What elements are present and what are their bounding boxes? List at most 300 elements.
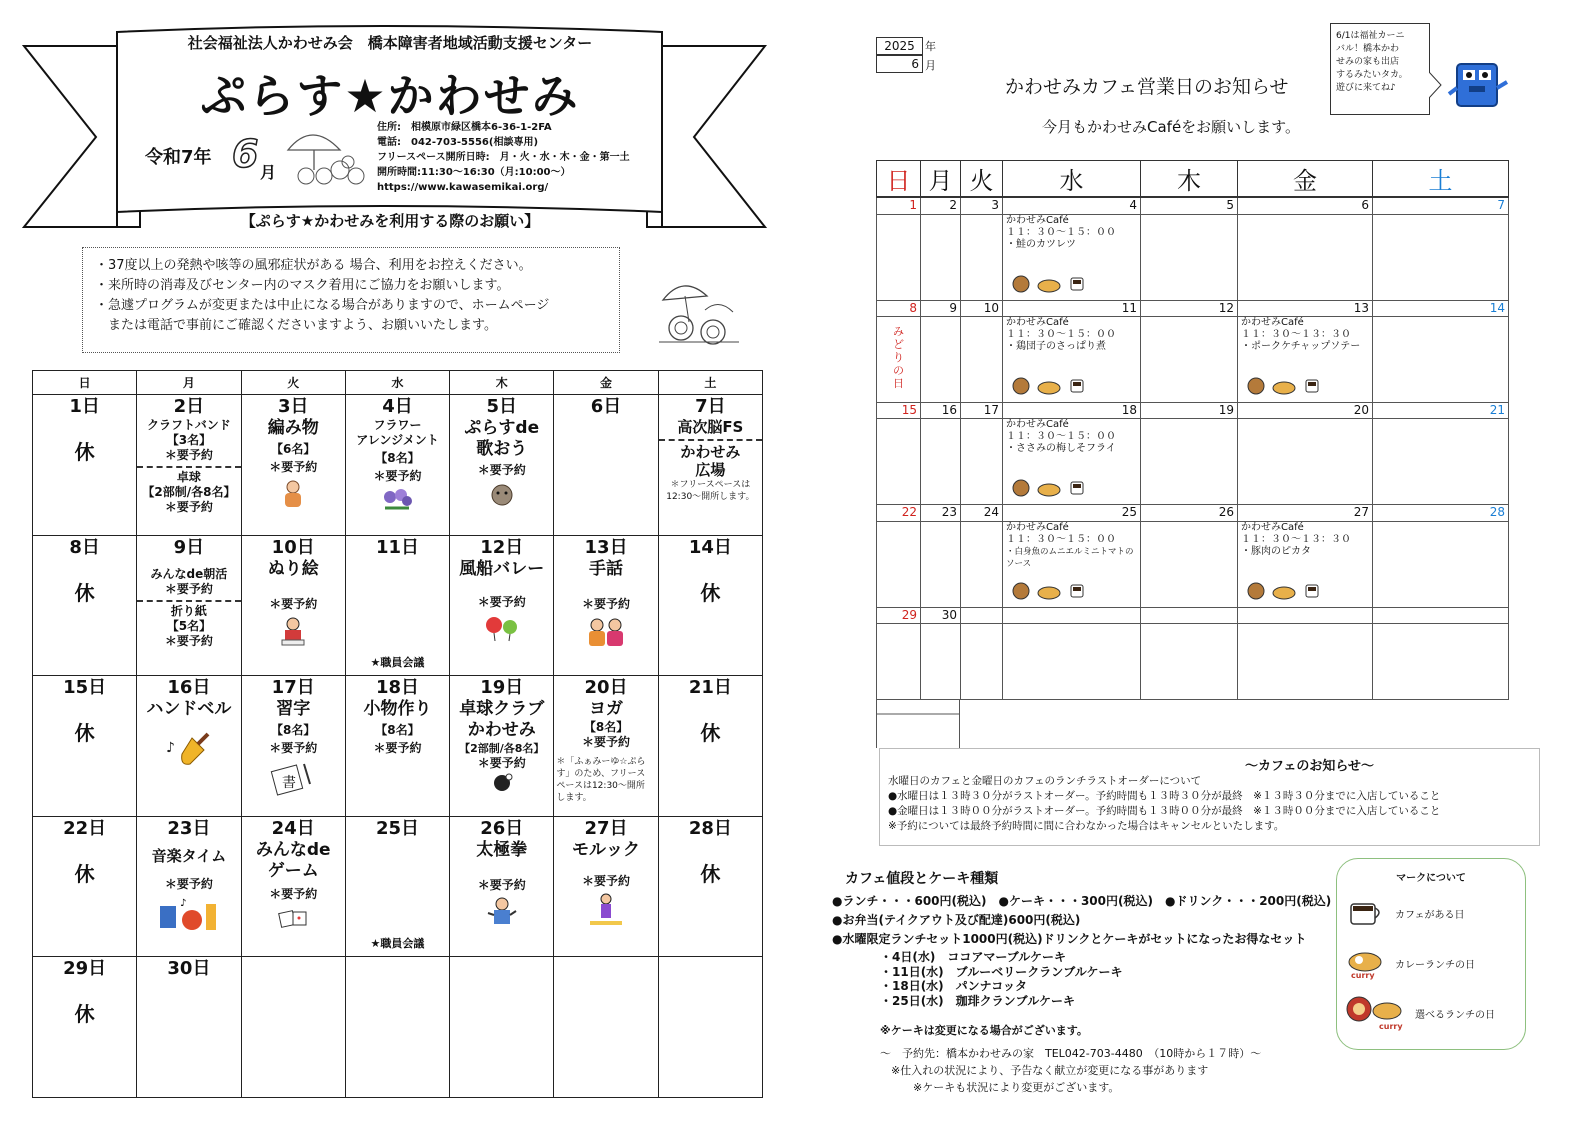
day-number: 30日 <box>167 958 211 979</box>
info-url[interactable]: https://www.kawasemikai.org/ <box>377 182 549 193</box>
reservation-required: ＊要予約 <box>477 463 526 477</box>
day-cell-11 <box>345 535 449 676</box>
event-name: 歌おう <box>476 439 528 459</box>
event-name: 音楽タイム <box>151 846 227 865</box>
week-row <box>33 395 763 536</box>
choice-curry-coffee-icons <box>1244 581 1334 601</box>
month-suffix: 月 <box>260 163 277 182</box>
day-number: 17日 <box>271 677 315 698</box>
empty-cell <box>877 623 921 699</box>
header-mon: 月 <box>137 371 241 395</box>
cafe-hours: １１：３０～１３：３０ <box>1241 328 1351 340</box>
date-21: 21 <box>1373 403 1509 419</box>
choice-curry-coffee-icons <box>1009 376 1099 396</box>
day-cell-3 <box>241 395 345 536</box>
header-sun: 日 <box>877 161 921 198</box>
svg-text:書: 書 <box>282 775 297 791</box>
date-row <box>877 505 1509 521</box>
notice-line: ・急遽プログラムが変更または中止になる場合がありますので、ホームページ <box>95 298 550 313</box>
empty-cell <box>1141 316 1238 402</box>
mark-label: カレーランチの日 <box>1395 959 1475 971</box>
event-name: かわせみ <box>680 443 741 461</box>
cafe-notice-line: ●水曜日は１３時３０分がラストオーダー。予約時間も１３時３０分が最終 ※１３時３０分までに入店していること <box>888 790 1441 802</box>
event-name: ゲーム <box>267 860 319 881</box>
date-9: 9 <box>921 300 961 316</box>
info-address: 住所: 相模原市緑区橋本6-36-1-2FA <box>377 122 552 133</box>
cake-note: ※ケーキは変更になる場合がございます。 <box>880 1024 1088 1037</box>
cafe-menu: ・ポークケチャップソテー <box>1241 340 1361 352</box>
reservation-required: ＊要予約 <box>477 877 526 892</box>
price-line: ●お弁当(テイクアウト及び配達)600円(税込) <box>832 913 1081 927</box>
tai-chi-person-icon <box>484 897 520 931</box>
empty-cell <box>1141 214 1238 300</box>
musical-instruments-icon <box>154 896 224 934</box>
reservation-required: ＊要予約 <box>373 469 422 483</box>
week-body-row <box>877 214 1509 300</box>
cafe-label: かわせみCafé <box>1006 316 1069 328</box>
year-box: 2025 <box>876 37 923 55</box>
event-name: モルック <box>572 839 641 860</box>
event-capacity: 【6名】 <box>271 442 316 456</box>
choice-curry-coffee-icons <box>1244 376 1334 396</box>
reservation-required: ＊要予約 <box>269 596 318 611</box>
header-mon: 月 <box>921 161 961 198</box>
cafe-label: かわせみCafé <box>1006 521 1069 533</box>
mark-row-choice <box>1345 988 1517 1038</box>
cafe-menu: ・ささみの梅しそフライ <box>1006 443 1116 455</box>
event-note: ＊フリースペースは <box>670 480 751 490</box>
closed-label: 休 <box>74 721 95 745</box>
closed-label: 休 <box>74 580 95 605</box>
event-name: 手話 <box>589 558 624 579</box>
empty-cell <box>1141 607 1238 623</box>
empty-cell <box>1141 419 1238 505</box>
day-number: 22日 <box>63 817 107 839</box>
price-line: ●水曜限定ランチセット1000円(税込)ドリンクとケーキがセットになったお得なセット <box>832 932 1307 946</box>
day-number: 14日 <box>688 536 732 558</box>
sign-language-people-icon <box>584 616 628 648</box>
day-number: 20日 <box>584 677 628 698</box>
mark-label: 選べるランチの日 <box>1415 1009 1495 1021</box>
empty-cell <box>961 419 1003 505</box>
cafe-hours: １１：３０～１５：００ <box>1006 226 1116 238</box>
date-20: 20 <box>1238 403 1373 419</box>
event-capacity: 【2部制/各8名】 <box>142 485 236 499</box>
empty-cell <box>1238 214 1373 300</box>
empty-cell <box>1141 623 1238 699</box>
weekday-header-row <box>33 371 763 395</box>
day-number: 1日 <box>69 396 100 417</box>
cake-item: ・18日(水) パンナコッタ <box>880 979 1027 993</box>
date-row <box>877 300 1509 316</box>
empty-cell <box>961 623 1003 699</box>
event-note: 12:30～開所します。 <box>666 492 755 502</box>
cafe-title: かわせみカフェ営業日のお知らせ <box>1005 76 1289 98</box>
event-capacity: 【8名】 <box>583 720 629 734</box>
day-number: 10日 <box>271 536 315 558</box>
week-row <box>33 957 763 1098</box>
date-29: 29 <box>877 607 921 623</box>
date-7: 7 <box>1373 197 1509 214</box>
date-17: 17 <box>961 403 1003 419</box>
cafe-hours: １１：３０～１５：００ <box>1006 533 1116 545</box>
date-16: 16 <box>921 403 961 419</box>
header-tue: 火 <box>961 161 1003 198</box>
divider <box>137 466 240 468</box>
day-number: 23日 <box>167 817 211 839</box>
contact-line: ※仕入れの状況により、予告なく献立が変更になる事があります <box>880 1064 1209 1077</box>
notice-line: または電話で事前にご確認くださいますよう、お願いいたします。 <box>95 318 497 333</box>
cafe-notice-line: ※予約については最終予約時間に間に合わなかった場合はキャンセルといたします。 <box>888 820 1285 832</box>
cafe-hours: １１：３０～１３：３０ <box>1241 533 1351 545</box>
day-cell-23 <box>137 816 241 957</box>
mark-row-curry <box>1345 938 1517 988</box>
cafe-notice-line: 水曜日のカフェと金曜日のカフェのランチラストオーダーについて <box>888 775 1202 787</box>
snail-illustration <box>655 270 745 350</box>
reservation-required: ＊要予約 <box>164 500 213 514</box>
event-name: ハンドベル <box>146 699 232 719</box>
closed-label: 休 <box>74 1002 95 1026</box>
bubble-line: 遊びに来てね♪ <box>1336 83 1396 93</box>
day-cell-4 <box>345 395 449 536</box>
cake-item: ・25日(水) 珈琲クランブルケーキ <box>880 993 1075 1008</box>
svg-text:♪: ♪ <box>179 897 187 909</box>
date-3: 3 <box>961 197 1003 214</box>
date-30: 30 <box>921 607 961 623</box>
header-sun: 日 <box>33 371 137 395</box>
bubble-tail <box>1429 70 1443 100</box>
date-8: 8 <box>877 300 921 316</box>
reservation-required: ＊要予約 <box>269 886 318 901</box>
flower-icon <box>381 488 413 510</box>
empty-cell <box>961 607 1003 623</box>
week-body-row <box>877 316 1509 402</box>
date-4: 4 <box>1003 197 1141 214</box>
day-number: 25日 <box>375 817 420 839</box>
empty-cell <box>921 419 961 505</box>
knitting-person-icon <box>280 479 306 509</box>
month-box: 6 <box>876 55 923 73</box>
empty-cell <box>1373 521 1509 607</box>
date-18: 18 <box>1003 403 1141 419</box>
date-19: 19 <box>1141 403 1238 419</box>
event-name: 卓球 <box>176 470 201 484</box>
event-capacity: 【2部制/各8名】 <box>459 742 545 755</box>
day-number: 13日 <box>584 536 628 558</box>
day-cell-27 <box>554 816 658 957</box>
cafe-day-18 <box>1003 419 1141 505</box>
day-number: 3日 <box>277 396 309 417</box>
cafe-menu: ・鮭のカツレツ <box>1006 238 1076 250</box>
reservation-required: ＊要予約 <box>582 596 631 611</box>
molkky-player-icon <box>586 893 626 927</box>
closed-label: 休 <box>700 861 721 886</box>
divider <box>137 600 240 602</box>
empty-cell <box>1373 214 1509 300</box>
singing-animal-icon <box>488 482 516 508</box>
holiday-name: みどりの日 <box>893 324 904 390</box>
header-thu: 木 <box>1141 161 1238 198</box>
day-number: 7日 <box>695 396 726 417</box>
cafe-day-13 <box>1238 316 1373 402</box>
empty-cell <box>1141 521 1238 607</box>
event-note: ＊「ふぁみーゆ☆ぷら <box>556 757 646 767</box>
usage-notice-title: 【ぷらす★かわせみを利用する際のお願い】 <box>240 212 540 230</box>
event-name: みんなde朝活 <box>150 566 228 581</box>
event-name: ぷらすde <box>464 418 540 438</box>
day-cell-18 <box>345 676 449 817</box>
day-number: 6日 <box>590 396 622 417</box>
header-wed: 水 <box>345 371 449 395</box>
date-10: 10 <box>961 300 1003 316</box>
reservation-required: ＊要予約 <box>269 741 318 755</box>
staff-meeting: ★職員会議 <box>370 656 425 669</box>
day-number: 27日 <box>584 817 628 839</box>
coffee-cup-icon <box>1345 896 1385 930</box>
price-line: ●ランチ・・・600円(税込) ●ケーキ・・・300円(税込) ●ドリンク・・・200円(税込) <box>832 894 1332 908</box>
price-list <box>832 892 1331 949</box>
cafe-day-27 <box>1238 521 1373 607</box>
day-number: 29日 <box>63 958 107 979</box>
date-23: 23 <box>921 505 961 521</box>
day-cell-5 <box>450 395 554 536</box>
reservation-required: ＊要予約 <box>373 741 422 755</box>
cafe-hours: １１：３０～１５：００ <box>1006 328 1116 340</box>
curry-word: curry <box>1351 971 1375 980</box>
reservation-required: ＊要予約 <box>164 581 213 596</box>
date-13: 13 <box>1238 300 1373 316</box>
empty-cell <box>877 214 921 300</box>
empty-cell <box>1373 419 1509 505</box>
event-note: ペースは12:30～開所 <box>556 781 645 791</box>
event-name: 編み物 <box>267 418 319 438</box>
cafe-notice-title: ～カフェのお知らせ～ <box>1245 759 1374 774</box>
event-name: 習字 <box>276 699 311 719</box>
date-14: 14 <box>1373 300 1509 316</box>
dice-game-icon <box>276 906 310 932</box>
empty-cell <box>1238 623 1373 699</box>
header-sat: 土 <box>658 371 762 395</box>
week-row <box>33 676 763 817</box>
day-number: 24日 <box>271 817 315 839</box>
day-cell-15 <box>33 676 137 817</box>
cafe-label: かわせみCafé <box>1241 316 1304 328</box>
empty-cell <box>921 623 961 699</box>
day-cell-10 <box>241 535 345 676</box>
svg-text:♪: ♪ <box>165 740 175 756</box>
choice-curry-coffee-icons <box>1009 478 1099 498</box>
choice-lunch-icon <box>1345 993 1405 1033</box>
contact-info <box>880 1045 1261 1096</box>
month-number: 6 <box>232 132 259 176</box>
monthly-program-calendar <box>32 370 763 1098</box>
cafe-subtitle: 今月もかわせみCaféをお願いします。 <box>1042 118 1300 136</box>
empty-cell <box>1373 316 1509 402</box>
day-cell-19 <box>450 676 554 817</box>
table-tennis-icon <box>489 773 515 793</box>
day-cell-26 <box>450 816 554 957</box>
day-cell-1 <box>33 395 137 536</box>
header-fri: 金 <box>1238 161 1373 198</box>
header-tue: 火 <box>241 371 345 395</box>
day-number: 8日 <box>69 536 100 558</box>
day-cell-17 <box>241 676 345 817</box>
date-22: 22 <box>877 505 921 521</box>
event-capacity: 【8名】 <box>375 451 420 465</box>
day-number: 9日 <box>173 536 205 558</box>
day-cell-2 <box>137 395 241 536</box>
event-name: 折り紙 <box>170 603 207 618</box>
event-name: かわせみ <box>467 720 536 740</box>
day-cell-21 <box>658 676 762 817</box>
cake-item: ・4日(水) ココアマーブルケーキ <box>880 950 1066 964</box>
balloon-icon <box>482 614 522 642</box>
bubble-line: せみの家も出店 <box>1336 57 1400 67</box>
date-25: 25 <box>1003 505 1141 521</box>
day-number: 19日 <box>480 677 524 698</box>
day-number: 15日 <box>63 677 107 698</box>
bubble-line: バル！橋本かわ <box>1336 44 1400 54</box>
usage-notice-box <box>82 247 620 353</box>
cafe-day-4 <box>1003 214 1141 300</box>
notice-line: ・37度以上の発熱や咳等の風邪症状がある 場合、利用をお控えください。 <box>95 258 532 273</box>
day-cell-22 <box>33 816 137 957</box>
era-year: 令和7年 <box>145 147 212 168</box>
cafe-label: かわせみCafé <box>1241 521 1304 533</box>
organization-name: 社会福祉法人かわせみ会 橋本障害者地域活動支援センター <box>187 34 593 52</box>
day-number: 12日 <box>480 536 524 558</box>
week-row <box>33 535 763 676</box>
empty-cell <box>1003 607 1141 623</box>
day-number: 26日 <box>480 817 524 839</box>
event-capacity: 【8名】 <box>375 723 420 737</box>
newsletter-title: ぷらす★かわせみ <box>200 69 580 123</box>
cafe-calendar <box>876 160 1509 700</box>
cafe-notice-line: ●金曜日は１３時００分がラストオーダー。予約時間も１３時００分が最終 ※１３時００分までに入店していること <box>888 805 1441 817</box>
empty-cell <box>961 521 1003 607</box>
day-cell-13 <box>554 535 658 676</box>
reservation-required: ＊要予約 <box>477 756 526 770</box>
choice-curry-coffee-icons <box>1009 274 1099 294</box>
day-cell-20 <box>554 676 658 817</box>
month-label: 月 <box>925 59 936 72</box>
reservation-required: ＊要予約 <box>477 594 526 609</box>
day-cell-7 <box>658 395 762 536</box>
day-cell-12 <box>450 535 554 676</box>
cafe-menu: ・白身魚のムニエルミニトマトの <box>1006 546 1134 557</box>
reservation-required: ＊要予約 <box>164 633 213 648</box>
day-number: 11日 <box>375 536 420 558</box>
closed-label: 休 <box>74 861 95 886</box>
closed-label: 休 <box>700 580 721 605</box>
cafe-label: かわせみCafé <box>1006 419 1069 431</box>
calligraphy-icon <box>270 760 316 796</box>
speech-bubble <box>1330 23 1430 115</box>
cafe-day-11 <box>1003 316 1141 402</box>
header-fri: 金 <box>554 371 658 395</box>
event-name: 広場 <box>695 461 726 479</box>
event-name: みんなde <box>255 839 331 860</box>
mark-row-cafe <box>1345 888 1517 938</box>
center-info <box>377 120 630 195</box>
date-5: 5 <box>1141 197 1238 214</box>
event-capacity: 【5名】 <box>166 618 212 633</box>
date-24: 24 <box>961 505 1003 521</box>
week-body-row <box>877 623 1509 699</box>
date-11: 11 <box>1003 300 1141 316</box>
event-name: クラフトバンド <box>147 418 231 432</box>
day-number: 18日 <box>375 677 420 698</box>
date-6: 6 <box>1238 197 1373 214</box>
divider <box>659 439 762 441</box>
handbell-icon <box>164 730 214 774</box>
day-number: 16日 <box>167 677 211 698</box>
bubble-line: 6/1は福祉カーニ <box>1336 31 1405 41</box>
calendar-extra-grid <box>876 700 960 748</box>
header-thu: 木 <box>450 371 554 395</box>
date-row <box>877 197 1509 214</box>
empty-cell <box>921 521 961 607</box>
kingfisher-mascot-icon <box>1447 58 1509 112</box>
week-body-row <box>877 419 1509 505</box>
holiday-cell <box>877 316 921 402</box>
event-name: ヨガ <box>589 699 624 719</box>
event-note: します。 <box>556 793 592 803</box>
event-name: 高次脳FS <box>677 418 744 436</box>
year-label: 年 <box>925 40 936 53</box>
mark-label: カフェがある日 <box>1395 909 1465 921</box>
mark-legend-title: マークについて <box>1396 873 1466 884</box>
closed-label: 休 <box>74 440 95 464</box>
event-name: 風船バレー <box>459 558 545 579</box>
event-name: フラワー <box>373 418 422 432</box>
day-cell-16 <box>137 676 241 817</box>
header-wed: 水 <box>1003 161 1141 198</box>
cafe-menu: ・豚肉のピカタ <box>1241 545 1311 557</box>
empty-cell <box>877 419 921 505</box>
date-1: 1 <box>877 197 921 214</box>
day-cell-24 <box>241 816 345 957</box>
curry-icon <box>1345 946 1385 980</box>
coloring-child-icon <box>279 616 307 646</box>
empty-cell <box>961 214 1003 300</box>
contact-line: ～ 予約先：橋本かわせみの家 TEL042-703-4480 （10時から１７時）～ <box>880 1047 1262 1060</box>
cake-item: ・11日(水) ブルーベリークランブルケーキ <box>880 964 1123 979</box>
reservation-required: ＊要予約 <box>164 448 213 462</box>
notice-line: ・来所時の消毒及びセンター内のマスク着用にご協力をお願いします。 <box>95 278 510 293</box>
empty-cell <box>1373 623 1509 699</box>
empty-cell <box>658 957 762 1098</box>
empty-cell <box>921 316 961 402</box>
date-27: 27 <box>1238 505 1373 521</box>
weekday-header-row <box>877 161 1509 198</box>
empty-cell <box>450 957 554 1098</box>
curry-word: curry <box>1379 1022 1403 1031</box>
umbrella-illustration <box>282 120 372 188</box>
reservation-required: ＊要予約 <box>582 735 631 749</box>
event-name: アレンジメント <box>356 433 439 447</box>
day-cell-30 <box>137 957 241 1098</box>
cafe-menu: ソース <box>1006 558 1032 569</box>
date-26: 26 <box>1141 505 1238 521</box>
contact-line: ※ケーキも状況により変更がございます。 <box>880 1081 1120 1094</box>
empty-cell <box>1373 607 1509 623</box>
empty-cell <box>877 521 921 607</box>
reservation-required: ＊要予約 <box>269 460 318 474</box>
empty-cell <box>961 316 1003 402</box>
day-cell-8 <box>33 535 137 676</box>
cake-list <box>880 950 1122 1008</box>
